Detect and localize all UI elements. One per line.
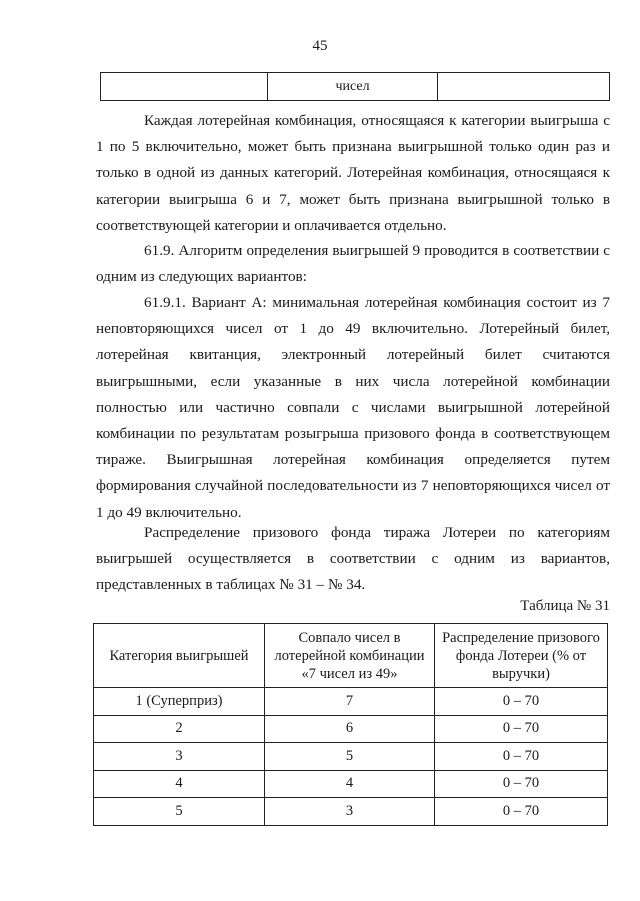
table-row	[94, 715, 608, 743]
table-header-row	[94, 624, 608, 688]
header-matched-numbers: Совпало чисел в лотерейной комбинации «7 чисел из 49»	[265, 624, 435, 688]
share-cell: 0 – 70	[435, 688, 608, 716]
continued-table-row	[100, 72, 610, 101]
table-cell	[101, 73, 268, 101]
paragraph-algorithm: 61.9. Алгоритм определения выигрышей 9 проводится в соответствии с одним из следующих вариантов:	[96, 242, 610, 286]
category-cell: 1 (Суперприз)	[94, 688, 265, 716]
table-row	[101, 73, 610, 101]
page-number: 45	[312, 38, 328, 54]
matched-cell: 7	[265, 688, 435, 716]
table-row	[94, 770, 608, 798]
share-cell: 0 – 70	[435, 770, 608, 798]
table-cell: чисел	[268, 73, 438, 101]
share-cell: 0 – 70	[435, 715, 608, 743]
table-caption: Таблица № 31	[520, 598, 610, 614]
share-cell: 0 – 70	[435, 743, 608, 771]
prize-distribution-table	[93, 623, 608, 826]
table-row	[94, 743, 608, 771]
matched-cell: 6	[265, 715, 435, 743]
matched-cell: 3	[265, 798, 435, 826]
paragraph-winning-combination: Каждая лотерейная комбинация, относящаяся к категории выигрыша с 1 по 5 включительно, может быть признана выигрышной только один раз и только в одной из данных категорий. Лотерейная комбинация, относящаяся к категории выигрыша 6 и 7, может быть признана выигрышной только в соответствующей категории и оплачивается отдельно.	[96, 112, 610, 234]
share-cell: 0 – 70	[435, 798, 608, 826]
paragraph-prize-distribution: Распределение призового фонда тиража Лотереи по категориям выигрышей осуществляется в соответствии с одним из вариантов, представленных в таблицах № 31 – № 34.	[96, 524, 610, 594]
table-row	[94, 688, 608, 716]
header-category: Категория выигрышей	[94, 624, 265, 688]
category-cell: 4	[94, 770, 265, 798]
table-row	[94, 798, 608, 826]
table-cell	[438, 73, 610, 101]
category-cell: 2	[94, 715, 265, 743]
matched-cell: 4	[265, 770, 435, 798]
category-cell: 5	[94, 798, 265, 826]
paragraph-variant-a: 61.9.1. Вариант А: минимальная лотерейная комбинация состоит из 7 неповторяющихся чисел от 1 до 49 включительно. Лотерейный билет, лотерейная квитанция, электронный лотерейный билет считаются выигрышными, если указанные в них числа лотерейной комбинации полностью или частично совпали с числами выигрышной лотерейной комбинации по результатам розыгрыша призового фонда в соответствующем тираже. Выигрышная лотерейная комбинация определяется путем формирования случайной последовательности из 7 неповторяющихся чисел от 1 до 49 включительно.	[96, 294, 610, 521]
header-prize-fund-share: Распределение призового фонда Лотереи (% от выручки)	[435, 624, 608, 688]
matched-cell: 5	[265, 743, 435, 771]
category-cell: 3	[94, 743, 265, 771]
